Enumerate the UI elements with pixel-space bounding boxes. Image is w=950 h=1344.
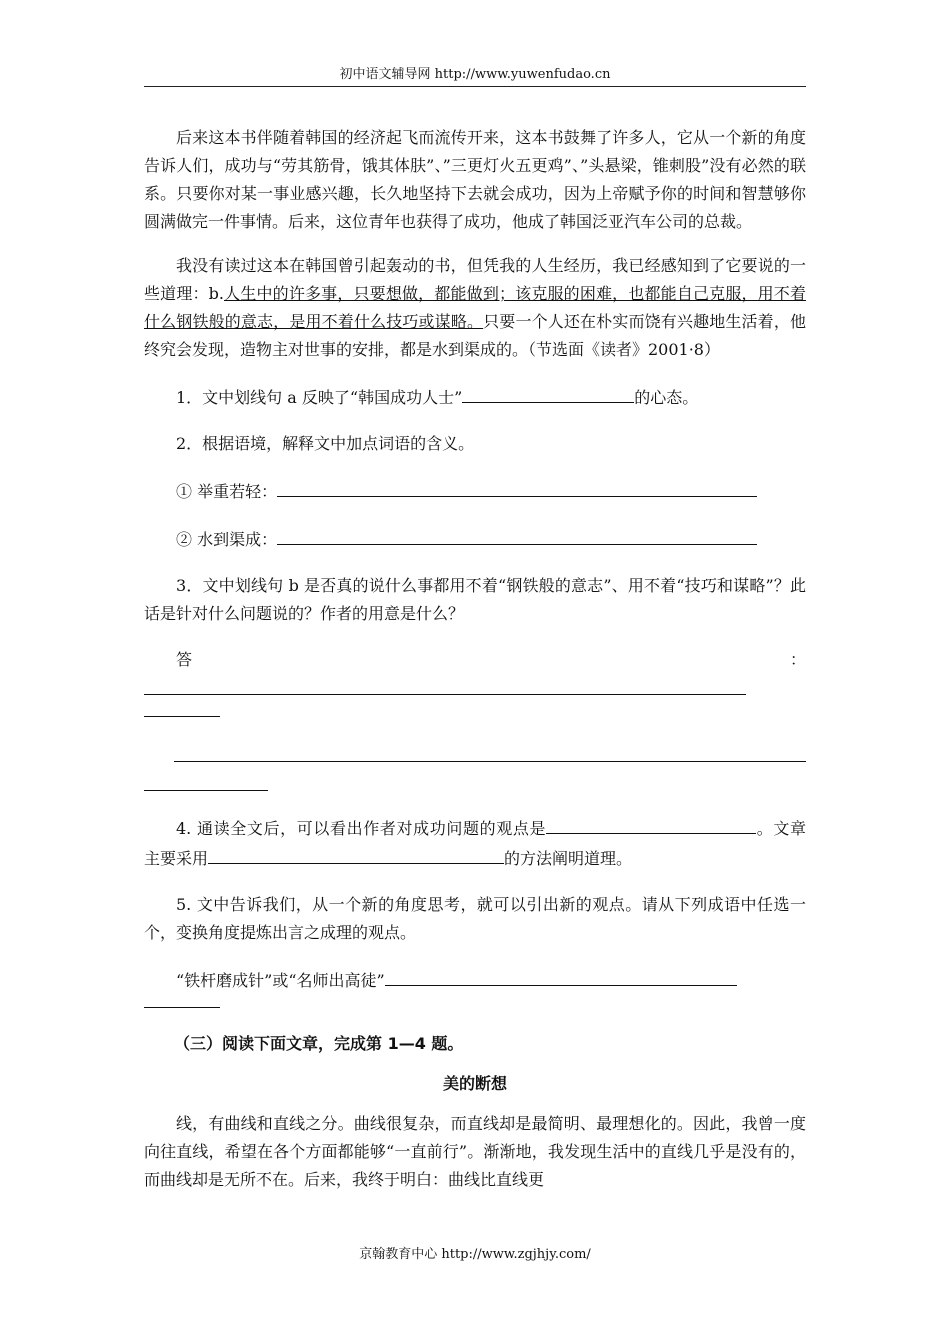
question-2b-label: ② 水到渠成：: [176, 530, 278, 549]
question-4-text: 4. 通读全文后，可以看出作者对成功问题的观点是: [176, 819, 547, 838]
question-1-text: 1．文中划线句 a 反映了“韩国成功人士”: [176, 388, 463, 407]
question-1-blank[interactable]: [462, 382, 634, 403]
question-4: [144, 813, 806, 873]
question-4-blank-1-cont[interactable]: [720, 813, 756, 834]
paragraph-2-rest: 只要一个人还在朴实而饶有兴趣地生活着，他终究会发现，造物主对世事的安排，都是水到渠成的。（节选面《读者》2001·8）: [144, 312, 806, 359]
question-4-blank-2[interactable]: [208, 843, 504, 864]
question-5-idioms: [144, 965, 806, 995]
question-2b-blank[interactable]: [277, 524, 757, 545]
question-1: [144, 382, 806, 412]
question-5: 5. 文中告诉我们，从一个新的角度思考，就可以引出新的观点。请从下列成语中任选一个，变换角度提炼出言之成理的观点。: [144, 895, 806, 942]
question-2a: [144, 476, 806, 506]
question-4-suffix: 的方法阐明道理。: [504, 849, 633, 868]
answer-label: 答：: [176, 650, 806, 669]
question-3-answer-blank-1-cont[interactable]: [144, 704, 220, 717]
question-3: 3．文中划线句 b 是否真的说什么事都用不着“钢铁般的意志”、用不着“技巧和谋略”？此话是针对什么问题说的？作者的用意是什么？: [144, 576, 806, 623]
question-3-answer-blank-2[interactable]: [174, 739, 806, 762]
document-body: [144, 124, 806, 1194]
section-3-heading: （三）阅读下面文章，完成第 1—4 题。: [174, 1034, 464, 1053]
article-paragraph-1: 线，有曲线和直线之分。曲线很复杂，而直线却是最简明、最理想化的。因此，我曾一度向往直线，希望在各个方面都能够“一直前行”。渐渐地，我发现生活中的直线几乎是没有的，而曲线却是无所不在。后来，我终于明白：曲线比直线更: [144, 1114, 806, 1189]
question-5-blank-cont[interactable]: [144, 995, 220, 1008]
paragraph-2-intro: 我没有读过这本在韩国曾引起轰动的书，但凭我的人生经历，我已经感知到了它要说的一些道理：b.: [144, 256, 806, 303]
question-3-answer: [144, 646, 806, 704]
question-3-answer-blank-1[interactable]: [144, 674, 746, 695]
page-header: [144, 66, 806, 87]
header-text: 初中语文辅导网 http://www.yuwenfudao.cn: [339, 67, 611, 82]
question-2a-blank[interactable]: [277, 476, 757, 497]
question-2b: [144, 524, 806, 554]
footer-text: 京翰教育中心 http://www.zgjhjy.com/: [359, 1247, 591, 1262]
question-1-suffix: 的心态。: [634, 388, 699, 407]
paragraph-2: [144, 252, 806, 364]
paragraph-1: 后来这本书伴随着韩国的经济起飞而流传开来，这本书鼓舞了许多人，它从一个新的角度告诉人们，成功与“劳其筋骨，饿其体肤”、”三更灯火五更鸡”、”头悬梁，锥刺股”没有必然的联系。只要你对某一事业感兴趣，长久地坚持下去就会成功，因为上帝赋予你的时间和智慧够你圆满做完一件事情。后来，这位青年也获得了成功，他成了韩国泛亚汽车公司的总裁。: [144, 128, 806, 231]
question-5-blank[interactable]: [385, 965, 737, 986]
question-3-answer-blank-2-cont[interactable]: [144, 762, 268, 791]
question-2: 2．根据语境，解释文中加点词语的含义。: [176, 434, 475, 453]
underlined-sentence-b: 人生中的许多事，只要想做，都能做到；该克服的困难，也都能自己克服，用不着什么钢铁般的意志，是用不着什么技巧或谋略。: [144, 284, 806, 331]
article-title: 美的断想: [442, 1074, 507, 1093]
question-4-mid: 。文章主要采用: [144, 819, 806, 868]
page-footer: [144, 1246, 806, 1264]
question-2a-label: ① 举重若轻：: [176, 482, 278, 501]
idiom-choices: “铁杆磨成针”或“名师出高徒”: [176, 971, 385, 990]
